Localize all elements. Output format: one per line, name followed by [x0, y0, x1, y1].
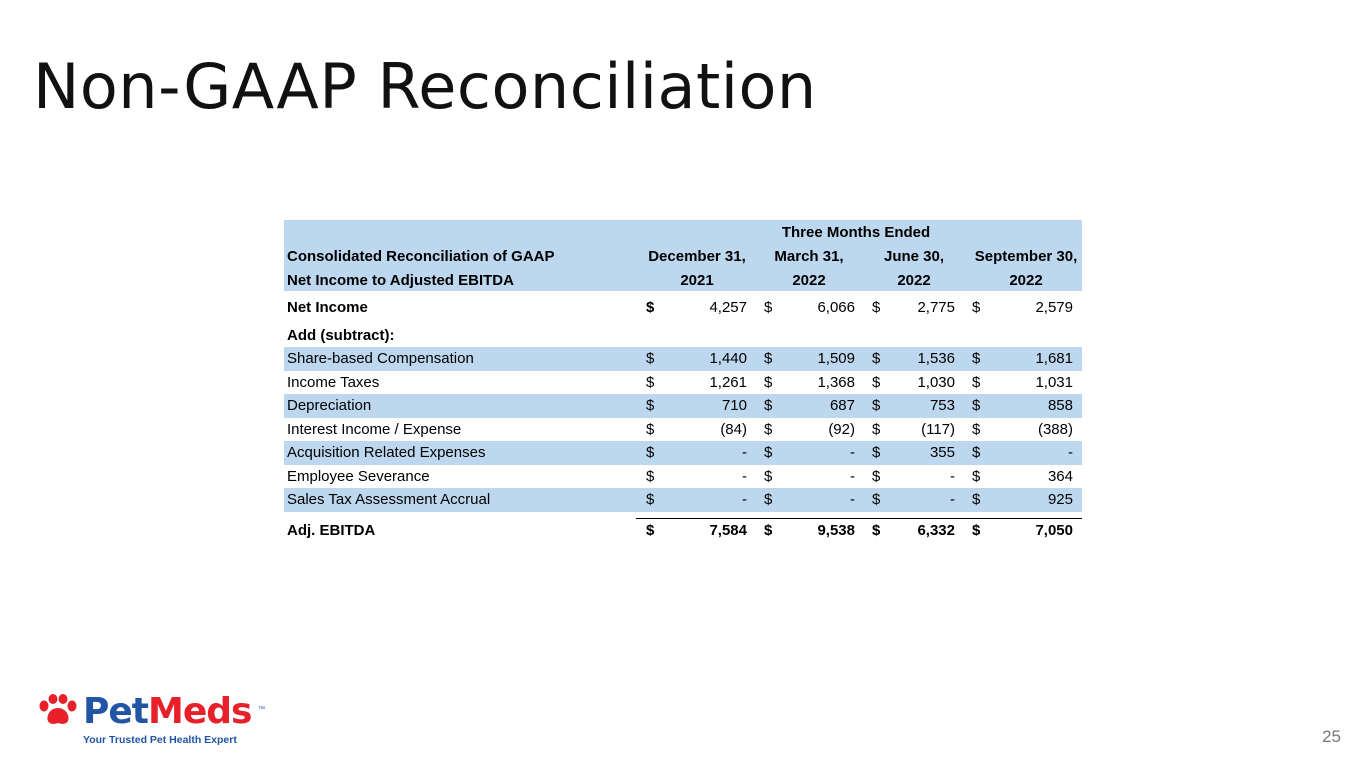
value-mar-2022: -	[850, 444, 855, 461]
value-sep-2022: 7,050	[1035, 521, 1073, 539]
currency-symbol: $	[872, 373, 881, 391]
currency-symbol: $	[872, 420, 881, 438]
col-header-dec-2021-line1: December 31,	[648, 248, 746, 265]
col-header-dec-2021-line2: 2021	[680, 272, 714, 289]
value-dec-2021: 1,440	[709, 350, 747, 367]
value-jun-2022: -	[950, 491, 955, 508]
slide-title: Non-GAAP Reconciliation	[33, 50, 817, 123]
currency-symbol: $	[872, 397, 881, 414]
currency-symbol: $	[972, 299, 981, 316]
table-header	[284, 220, 1082, 291]
currency-symbol: $	[764, 467, 773, 485]
trademark-symbol: ™	[258, 706, 265, 713]
value-mar-2022: -	[850, 467, 855, 485]
value-mar-2022: 1,509	[817, 350, 855, 367]
brand-wordmark	[83, 691, 252, 732]
currency-symbol: $	[972, 350, 981, 367]
brand-pet: Pet	[83, 691, 149, 732]
row-label: Acquisition Related Expenses	[287, 444, 486, 461]
currency-symbol: $	[872, 299, 881, 316]
value-mar-2022: 9,538	[817, 521, 855, 539]
currency-symbol: $	[764, 350, 773, 367]
col-header-jun-2022-line1: June 30,	[883, 248, 945, 265]
header-span-label: Three Months Ended	[781, 224, 931, 241]
value-jun-2022: 753	[929, 397, 955, 414]
currency-symbol: $	[646, 467, 655, 485]
currency-symbol: $	[646, 299, 655, 316]
page-number: 25	[1322, 727, 1341, 746]
value-sep-2022: 858	[1047, 397, 1073, 414]
table-row	[284, 441, 1082, 465]
brand-tagline: Your Trusted Pet Health Expert	[83, 734, 237, 746]
value-sep-2022: 2,579	[1035, 299, 1073, 316]
table-row	[284, 347, 1082, 371]
currency-symbol: $	[646, 420, 655, 438]
row-label: Add (subtract):	[287, 326, 395, 344]
value-mar-2022: 6,066	[817, 299, 855, 316]
currency-symbol: $	[764, 299, 773, 316]
value-dec-2021: 1,261	[709, 373, 747, 391]
value-sep-2022: (388)	[1037, 420, 1073, 438]
value-mar-2022: 687	[829, 397, 855, 414]
col-header-mar-2022-line2: 2022	[792, 272, 826, 289]
value-dec-2021: 7,584	[709, 521, 747, 539]
currency-symbol: $	[764, 420, 773, 438]
currency-symbol: $	[646, 521, 655, 539]
currency-symbol: $	[646, 491, 655, 508]
currency-symbol: $	[972, 467, 981, 485]
currency-symbol: $	[764, 397, 773, 414]
currency-symbol: $	[764, 491, 773, 508]
currency-symbol: $	[872, 521, 881, 539]
value-dec-2021: -	[742, 444, 747, 461]
currency-symbol: $	[646, 350, 655, 367]
value-mar-2022: (92)	[828, 420, 855, 438]
value-sep-2022: 364	[1047, 467, 1073, 485]
currency-symbol: $	[972, 373, 981, 391]
table-row	[284, 488, 1082, 512]
reconciliation-table	[284, 220, 1082, 542]
value-dec-2021: 710	[721, 397, 747, 414]
table-row	[284, 465, 1082, 489]
value-jun-2022: 355	[929, 444, 955, 461]
currency-symbol: $	[972, 444, 981, 461]
value-dec-2021: -	[742, 467, 747, 485]
row-label: Interest Income / Expense	[287, 420, 462, 438]
currency-symbol: $	[972, 491, 981, 508]
value-sep-2022: 925	[1047, 491, 1073, 508]
row-label: Share-based Compensation	[287, 350, 474, 367]
value-jun-2022: 2,775	[917, 299, 955, 316]
currency-symbol: $	[764, 444, 773, 461]
row-label: Net Income	[287, 299, 368, 316]
row-label: Sales Tax Assessment Accrual	[287, 491, 491, 508]
header-label-line1: Consolidated Reconciliation of GAAP	[287, 248, 555, 265]
header-label-line2: Net Income to Adjusted EBITDA	[287, 272, 514, 289]
value-sep-2022: 1,681	[1035, 350, 1073, 367]
detail-rows	[284, 347, 1082, 512]
value-sep-2022: 1,031	[1035, 373, 1073, 391]
row-label: Adj. EBITDA	[287, 521, 376, 539]
value-dec-2021: 4,257	[709, 299, 747, 316]
currency-symbol: $	[646, 373, 655, 391]
value-dec-2021: -	[742, 491, 747, 508]
total-separator	[284, 512, 1082, 519]
currency-symbol: $	[872, 467, 881, 485]
add-subtract-row	[284, 324, 1082, 348]
col-header-sep-2022-line1: September 30,	[974, 248, 1078, 265]
value-dec-2021: (84)	[720, 420, 747, 438]
currency-symbol: $	[764, 521, 773, 539]
col-header-jun-2022-line2: 2022	[897, 272, 931, 289]
net-income-row	[284, 296, 1082, 320]
row-label: Employee Severance	[287, 467, 430, 485]
value-jun-2022: 1,536	[917, 350, 955, 367]
table-row	[284, 394, 1082, 418]
value-sep-2022: -	[1068, 444, 1073, 461]
adj-ebitda-row	[284, 519, 1082, 543]
value-mar-2022: 1,368	[817, 373, 855, 391]
petmeds-logo	[38, 691, 265, 746]
value-jun-2022: -	[950, 467, 955, 485]
value-jun-2022: 1,030	[917, 373, 955, 391]
currency-symbol: $	[646, 397, 655, 414]
value-jun-2022: 6,332	[917, 521, 955, 539]
value-mar-2022: -	[850, 491, 855, 508]
row-label: Depreciation	[287, 397, 372, 414]
currency-symbol: $	[872, 491, 881, 508]
currency-symbol: $	[972, 521, 981, 539]
col-header-mar-2022-line1: March 31,	[774, 248, 844, 265]
brand-meds: Meds	[148, 691, 252, 732]
currency-symbol: $	[972, 397, 981, 414]
paw-icon	[38, 694, 78, 728]
table-row	[284, 418, 1082, 442]
currency-symbol: $	[872, 350, 881, 367]
row-label: Income Taxes	[287, 373, 380, 391]
currency-symbol: $	[646, 444, 655, 461]
col-header-sep-2022-line2: 2022	[1009, 272, 1043, 289]
value-jun-2022: (117)	[921, 420, 955, 438]
currency-symbol: $	[764, 373, 773, 391]
currency-symbol: $	[972, 420, 981, 438]
currency-symbol: $	[872, 444, 881, 461]
table-row	[284, 371, 1082, 395]
